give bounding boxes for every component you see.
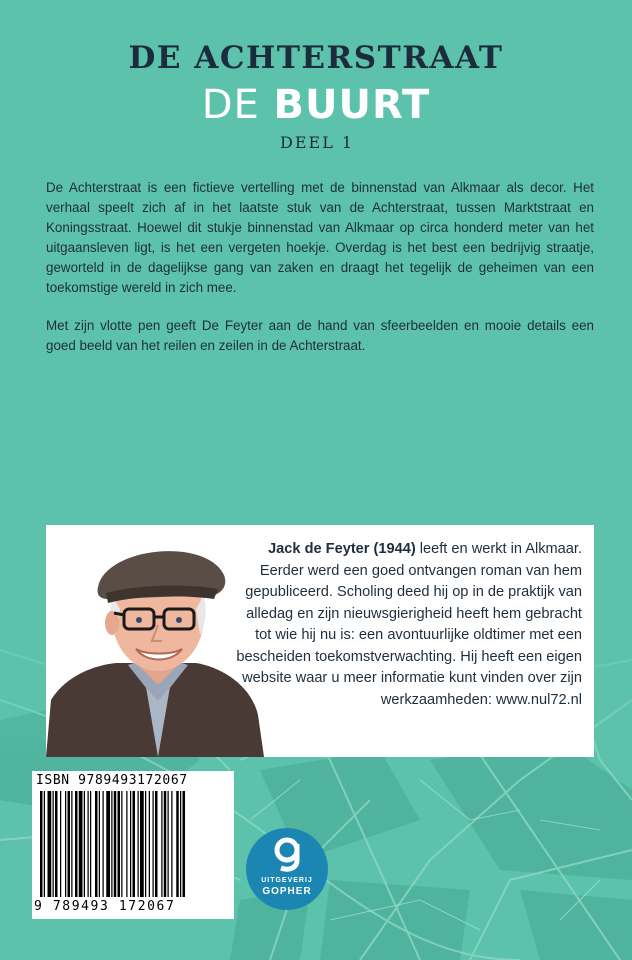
series-title: DE ACHTERSTRAAT (128, 40, 504, 76)
blurb-paragraph-2: Met zijn vlotte pen geeft De Feyter aan de hand van sfeerbeelden en mooie details een goed beeld van het reilen en zeilen in de Achterstraat. (46, 318, 594, 353)
isbn-label: ISBN 9789493172067 (36, 773, 188, 788)
barcode-bars (40, 791, 228, 897)
book-title-prefix: DE (201, 82, 260, 128)
author-name: Jack de Feyter (1944) (268, 541, 416, 557)
isbn-digits: 9 789493 172067 (34, 899, 176, 914)
book-title-main: BUURT (273, 82, 431, 128)
blurb-paragraph-1: De Achterstraat is een fictieve vertelling met de binnenstad van Alkmaar als decor. Het verhaal speelt zich af in het laatste stuk van de Achterstraat, tussen Marktstraat en Koningsstraat. Hoewel dit stukje binnenstad van Alkmaar op circa honderd meter van het uitgaansleven ligt, is het een vergeten hoekje. Overdag is het best een bedrijvig straatje, geworteld in de dagelijkse gang van zaken en draagt het tegelijk de geheimen van een toekomstige wereld in zich mee. (46, 180, 594, 295)
author-bio-text: leeft en werkt in Alkmaar. Eerder werd een goed ontvangen roman van hem gepubliceerd. Scholing deed hij op in de praktijk van alledag en zijn nieuwsgierigheid heeft hem gebracht tot wie hij nu is: een avontuurlijke oldtimer met een bescheiden toekomstverwachting. Hij heeft een eigen website waar u meer informatie kunt vinden over zijn werkzaamheden: www.nul72.nl (236, 541, 582, 708)
publisher-logo (246, 828, 328, 910)
author-section (46, 525, 594, 757)
publisher-line-1: UITGEVERIJ (261, 877, 313, 884)
publisher-name: GOPHER (262, 886, 312, 897)
book-title (0, 82, 632, 128)
isbn-barcode (32, 771, 234, 919)
publisher-g-logo-icon (269, 836, 305, 872)
author-bio (232, 539, 582, 711)
part-label: DEEL 1 (280, 133, 355, 152)
